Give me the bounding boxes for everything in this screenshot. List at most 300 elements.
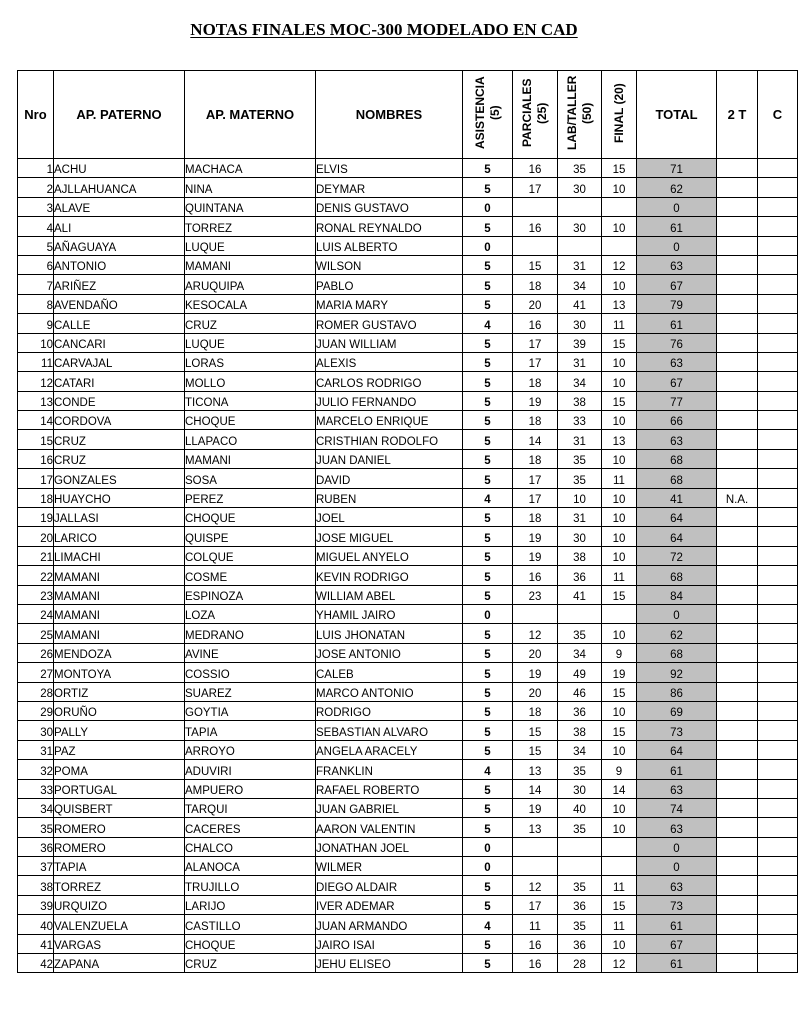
- cell-ap-paterno: QUISBERT: [54, 798, 185, 817]
- table-row: [18, 876, 798, 895]
- cell-ap-materno: CHALCO: [185, 837, 316, 856]
- cell-asistencia: 5: [463, 508, 513, 527]
- cell-segundo-turno: [717, 954, 758, 973]
- header-lab-taller: [558, 71, 602, 159]
- cell-lab-taller: 36: [558, 895, 602, 914]
- cell-nro: 29: [18, 701, 54, 720]
- cell-ap-materno: COLQUE: [185, 546, 316, 565]
- cell-ap-materno: ARROYO: [185, 740, 316, 759]
- cell-ap-materno: ADUVIRI: [185, 760, 316, 779]
- table-row: [18, 837, 798, 856]
- cell-nro: 25: [18, 624, 54, 643]
- cell-nro: 11: [18, 352, 54, 371]
- cell-lab-taller: [558, 197, 602, 216]
- cell-asistencia: 5: [463, 721, 513, 740]
- cell-ap-materno: CRUZ: [185, 314, 316, 333]
- cell-parciales: 13: [513, 818, 558, 837]
- header-asistencia: [463, 71, 513, 159]
- cell-ap-paterno: CRUZ: [54, 449, 185, 468]
- cell-clipped-column: [758, 876, 798, 895]
- cell-segundo-turno: [717, 915, 758, 934]
- cell-nombres: WILLIAM ABEL: [316, 585, 463, 604]
- cell-nombres: JUAN ARMANDO: [316, 915, 463, 934]
- cell-asistencia: 4: [463, 915, 513, 934]
- cell-nombres: DIEGO ALDAIR: [316, 876, 463, 895]
- cell-nro: 38: [18, 876, 54, 895]
- cell-final: 9: [602, 643, 637, 662]
- cell-final: 10: [602, 934, 637, 953]
- header-segundo-turno: 2 T: [717, 71, 758, 159]
- cell-total: 63: [637, 818, 717, 837]
- cell-parciales: 18: [513, 411, 558, 430]
- cell-nro: 2: [18, 178, 54, 197]
- cell-total: 63: [637, 779, 717, 798]
- cell-final: 13: [602, 430, 637, 449]
- cell-total: 61: [637, 217, 717, 236]
- cell-nombres: ANGELA ARACELY: [316, 740, 463, 759]
- cell-final: 19: [602, 663, 637, 682]
- cell-lab-taller: 30: [558, 527, 602, 546]
- cell-asistencia: 5: [463, 527, 513, 546]
- cell-nombres: JOSE MIGUEL: [316, 527, 463, 546]
- cell-ap-paterno: PALLY: [54, 721, 185, 740]
- cell-parciales: 17: [513, 469, 558, 488]
- cell-asistencia: 5: [463, 740, 513, 759]
- cell-ap-paterno: ROMERO: [54, 818, 185, 837]
- cell-nombres: YHAMIL JAIRO: [316, 604, 463, 623]
- cell-total: 62: [637, 624, 717, 643]
- cell-lab-taller: 30: [558, 217, 602, 236]
- grades-table-body: [18, 159, 798, 973]
- cell-total: 63: [637, 352, 717, 371]
- table-row: [18, 760, 798, 779]
- cell-segundo-turno: [717, 217, 758, 236]
- cell-lab-taller: [558, 857, 602, 876]
- cell-nombres: JONATHAN JOEL: [316, 837, 463, 856]
- cell-lab-taller: 35: [558, 760, 602, 779]
- cell-segundo-turno: [717, 159, 758, 178]
- cell-segundo-turno: [717, 682, 758, 701]
- table-row: [18, 178, 798, 197]
- cell-final: 15: [602, 585, 637, 604]
- table-row: [18, 294, 798, 313]
- cell-ap-materno: TAPIA: [185, 721, 316, 740]
- cell-final: 10: [602, 488, 637, 507]
- cell-ap-materno: CASTILLO: [185, 915, 316, 934]
- cell-clipped-column: [758, 779, 798, 798]
- cell-nro: 3: [18, 197, 54, 216]
- cell-clipped-column: [758, 391, 798, 410]
- cell-nro: 42: [18, 954, 54, 973]
- cell-nro: 28: [18, 682, 54, 701]
- cell-clipped-column: [758, 585, 798, 604]
- cell-ap-materno: TICONA: [185, 391, 316, 410]
- cell-parciales: 16: [513, 566, 558, 585]
- cell-ap-paterno: MAMANI: [54, 604, 185, 623]
- cell-nro: 36: [18, 837, 54, 856]
- cell-nombres: AARON VALENTIN: [316, 818, 463, 837]
- cell-lab-taller: [558, 837, 602, 856]
- cell-clipped-column: [758, 954, 798, 973]
- cell-asistencia: 0: [463, 197, 513, 216]
- table-row: [18, 701, 798, 720]
- cell-ap-paterno: MAMANI: [54, 624, 185, 643]
- cell-asistencia: 5: [463, 876, 513, 895]
- cell-ap-paterno: LARICO: [54, 527, 185, 546]
- cell-final: 15: [602, 895, 637, 914]
- cell-ap-paterno: CANCARI: [54, 333, 185, 352]
- cell-clipped-column: [758, 760, 798, 779]
- cell-final: 10: [602, 352, 637, 371]
- cell-total: 0: [637, 837, 717, 856]
- table-row: [18, 411, 798, 430]
- cell-ap-materno: TARQUI: [185, 798, 316, 817]
- cell-final: 9: [602, 760, 637, 779]
- cell-parciales: 16: [513, 954, 558, 973]
- cell-lab-taller: 36: [558, 566, 602, 585]
- cell-total: 63: [637, 430, 717, 449]
- cell-clipped-column: [758, 314, 798, 333]
- cell-lab-taller: 40: [558, 798, 602, 817]
- cell-lab-taller: 35: [558, 915, 602, 934]
- cell-segundo-turno: [717, 430, 758, 449]
- cell-total: 69: [637, 701, 717, 720]
- cell-clipped-column: [758, 178, 798, 197]
- table-row: [18, 352, 798, 371]
- cell-nro: 32: [18, 760, 54, 779]
- cell-final: 11: [602, 314, 637, 333]
- cell-nro: 19: [18, 508, 54, 527]
- cell-ap-paterno: MAMANI: [54, 566, 185, 585]
- cell-lab-taller: 31: [558, 352, 602, 371]
- cell-ap-paterno: HUAYCHO: [54, 488, 185, 507]
- cell-ap-materno: NINA: [185, 178, 316, 197]
- cell-ap-paterno: AJLLAHUANCA: [54, 178, 185, 197]
- cell-final: [602, 604, 637, 623]
- cell-clipped-column: [758, 469, 798, 488]
- table-row: [18, 469, 798, 488]
- cell-lab-taller: [558, 236, 602, 255]
- cell-parciales: 19: [513, 391, 558, 410]
- cell-parciales: [513, 604, 558, 623]
- cell-asistencia: 5: [463, 275, 513, 294]
- cell-total: 84: [637, 585, 717, 604]
- cell-nro: 26: [18, 643, 54, 662]
- cell-nro: 1: [18, 159, 54, 178]
- cell-total: 79: [637, 294, 717, 313]
- cell-ap-paterno: ROMERO: [54, 837, 185, 856]
- cell-ap-paterno: ORTIZ: [54, 682, 185, 701]
- cell-asistencia: 0: [463, 857, 513, 876]
- cell-lab-taller: 38: [558, 391, 602, 410]
- cell-nombres: DENIS GUSTAVO: [316, 197, 463, 216]
- cell-nro: 39: [18, 895, 54, 914]
- cell-ap-materno: ALANOCA: [185, 857, 316, 876]
- table-row: [18, 915, 798, 934]
- cell-final: [602, 857, 637, 876]
- header-clipped-column: C: [758, 71, 798, 159]
- cell-ap-materno: LLAPACO: [185, 430, 316, 449]
- cell-clipped-column: [758, 663, 798, 682]
- cell-parciales: 13: [513, 760, 558, 779]
- cell-clipped-column: [758, 236, 798, 255]
- cell-nro: 20: [18, 527, 54, 546]
- cell-ap-materno: PEREZ: [185, 488, 316, 507]
- cell-asistencia: 5: [463, 333, 513, 352]
- cell-clipped-column: [758, 197, 798, 216]
- cell-final: 12: [602, 255, 637, 274]
- cell-segundo-turno: [717, 508, 758, 527]
- table-row: [18, 740, 798, 759]
- cell-final: 12: [602, 954, 637, 973]
- table-row: [18, 275, 798, 294]
- cell-total: 0: [637, 857, 717, 876]
- cell-clipped-column: [758, 275, 798, 294]
- cell-segundo-turno: [717, 236, 758, 255]
- cell-lab-taller: 31: [558, 430, 602, 449]
- cell-nombres: MARIA MARY: [316, 294, 463, 313]
- table-row: [18, 954, 798, 973]
- table-row: [18, 255, 798, 274]
- cell-segundo-turno: [717, 275, 758, 294]
- cell-ap-materno: MAMANI: [185, 255, 316, 274]
- cell-asistencia: 5: [463, 352, 513, 371]
- page-title: NOTAS FINALES MOC-300 MODELADO EN CAD: [190, 20, 578, 39]
- cell-ap-materno: CACERES: [185, 818, 316, 837]
- cell-total: 67: [637, 372, 717, 391]
- cell-total: 61: [637, 954, 717, 973]
- cell-clipped-column: [758, 818, 798, 837]
- table-row: [18, 624, 798, 643]
- table-header-row: [18, 71, 798, 159]
- cell-nro: 7: [18, 275, 54, 294]
- cell-lab-taller: 10: [558, 488, 602, 507]
- table-row: [18, 391, 798, 410]
- cell-total: 71: [637, 159, 717, 178]
- cell-segundo-turno: [717, 449, 758, 468]
- cell-ap-paterno: AVENDAÑO: [54, 294, 185, 313]
- cell-segundo-turno: [717, 391, 758, 410]
- cell-total: 0: [637, 236, 717, 255]
- cell-nombres: LUIS ALBERTO: [316, 236, 463, 255]
- cell-asistencia: 5: [463, 255, 513, 274]
- cell-parciales: 16: [513, 217, 558, 236]
- cell-lab-taller: 38: [558, 546, 602, 565]
- cell-ap-materno: COSSIO: [185, 663, 316, 682]
- cell-nombres: ELVIS: [316, 159, 463, 178]
- cell-final: 11: [602, 566, 637, 585]
- table-row: [18, 895, 798, 914]
- cell-ap-paterno: CORDOVA: [54, 411, 185, 430]
- table-row: [18, 604, 798, 623]
- cell-segundo-turno: [717, 663, 758, 682]
- cell-ap-materno: GOYTIA: [185, 701, 316, 720]
- cell-nombres: SEBASTIAN ALVARO: [316, 721, 463, 740]
- cell-nro: 23: [18, 585, 54, 604]
- cell-ap-paterno: TAPIA: [54, 857, 185, 876]
- cell-lab-taller: 34: [558, 643, 602, 662]
- cell-asistencia: 5: [463, 391, 513, 410]
- cell-ap-materno: TORREZ: [185, 217, 316, 236]
- cell-segundo-turno: [717, 585, 758, 604]
- cell-final: 10: [602, 178, 637, 197]
- cell-ap-materno: LORAS: [185, 352, 316, 371]
- cell-clipped-column: [758, 411, 798, 430]
- cell-segundo-turno: [717, 643, 758, 662]
- cell-clipped-column: [758, 333, 798, 352]
- cell-final: 11: [602, 876, 637, 895]
- cell-final: 15: [602, 721, 637, 740]
- cell-lab-taller: 46: [558, 682, 602, 701]
- cell-segundo-turno: [717, 701, 758, 720]
- cell-ap-paterno: LIMACHI: [54, 546, 185, 565]
- cell-ap-paterno: JALLASI: [54, 508, 185, 527]
- table-row: [18, 779, 798, 798]
- cell-parciales: 19: [513, 527, 558, 546]
- cell-lab-taller: 31: [558, 255, 602, 274]
- cell-nombres: RODRIGO: [316, 701, 463, 720]
- cell-total: 41: [637, 488, 717, 507]
- cell-lab-taller: 41: [558, 294, 602, 313]
- cell-segundo-turno: [717, 721, 758, 740]
- table-row: [18, 508, 798, 527]
- cell-clipped-column: [758, 255, 798, 274]
- cell-asistencia: 5: [463, 411, 513, 430]
- cell-segundo-turno: [717, 294, 758, 313]
- cell-nombres: JUAN DANIEL: [316, 449, 463, 468]
- cell-final: 10: [602, 740, 637, 759]
- cell-nro: 24: [18, 604, 54, 623]
- cell-nro: 34: [18, 798, 54, 817]
- cell-asistencia: 5: [463, 372, 513, 391]
- cell-asistencia: 5: [463, 779, 513, 798]
- cell-ap-materno: MOLLO: [185, 372, 316, 391]
- cell-nombres: JUAN GABRIEL: [316, 798, 463, 817]
- cell-nombres: JOSE ANTONIO: [316, 643, 463, 662]
- cell-lab-taller: 34: [558, 372, 602, 391]
- cell-ap-paterno: ACHU: [54, 159, 185, 178]
- table-row: [18, 430, 798, 449]
- cell-parciales: 18: [513, 372, 558, 391]
- cell-lab-taller: 28: [558, 954, 602, 973]
- cell-nro: 22: [18, 566, 54, 585]
- cell-nro: 14: [18, 411, 54, 430]
- cell-total: 63: [637, 876, 717, 895]
- cell-ap-paterno: MONTOYA: [54, 663, 185, 682]
- cell-segundo-turno: [717, 934, 758, 953]
- cell-asistencia: 0: [463, 236, 513, 255]
- cell-ap-materno: MACHACA: [185, 159, 316, 178]
- table-row: [18, 197, 798, 216]
- cell-lab-taller: 36: [558, 934, 602, 953]
- cell-nro: 5: [18, 236, 54, 255]
- table-row: [18, 721, 798, 740]
- cell-ap-paterno: CONDE: [54, 391, 185, 410]
- cell-lab-taller: 35: [558, 876, 602, 895]
- cell-clipped-column: [758, 294, 798, 313]
- cell-segundo-turno: [717, 624, 758, 643]
- table-row: [18, 934, 798, 953]
- cell-parciales: 16: [513, 314, 558, 333]
- cell-ap-paterno: AÑAGUAYA: [54, 236, 185, 255]
- cell-asistencia: 5: [463, 430, 513, 449]
- cell-ap-paterno: VARGAS: [54, 934, 185, 953]
- cell-ap-materno: COSME: [185, 566, 316, 585]
- cell-nombres: CALEB: [316, 663, 463, 682]
- cell-final: 10: [602, 701, 637, 720]
- table-row: [18, 217, 798, 236]
- cell-nombres: MARCO ANTONIO: [316, 682, 463, 701]
- cell-ap-paterno: CALLE: [54, 314, 185, 333]
- cell-lab-taller: 30: [558, 779, 602, 798]
- cell-ap-materno: LARIJO: [185, 895, 316, 914]
- cell-nro: 17: [18, 469, 54, 488]
- cell-clipped-column: [758, 857, 798, 876]
- cell-final: 15: [602, 159, 637, 178]
- cell-final: 14: [602, 779, 637, 798]
- cell-nro: 18: [18, 488, 54, 507]
- cell-asistencia: 4: [463, 488, 513, 507]
- cell-ap-materno: CHOQUE: [185, 411, 316, 430]
- cell-clipped-column: [758, 798, 798, 817]
- cell-total: 92: [637, 663, 717, 682]
- cell-final: 15: [602, 391, 637, 410]
- cell-final: 10: [602, 275, 637, 294]
- cell-ap-paterno: URQUIZO: [54, 895, 185, 914]
- cell-total: 67: [637, 934, 717, 953]
- cell-final: 10: [602, 798, 637, 817]
- cell-final: 10: [602, 372, 637, 391]
- header-nombres: NOMBRES: [316, 71, 463, 159]
- cell-segundo-turno: [717, 314, 758, 333]
- cell-parciales: 20: [513, 294, 558, 313]
- cell-final: 15: [602, 333, 637, 352]
- cell-parciales: 17: [513, 333, 558, 352]
- cell-segundo-turno: [717, 740, 758, 759]
- cell-nombres: KEVIN RODRIGO: [316, 566, 463, 585]
- cell-final: [602, 236, 637, 255]
- grades-table-container: [17, 70, 783, 976]
- cell-nombres: DAVID: [316, 469, 463, 488]
- cell-final: 10: [602, 217, 637, 236]
- table-row: [18, 546, 798, 565]
- cell-clipped-column: [758, 430, 798, 449]
- cell-segundo-turno: [717, 895, 758, 914]
- cell-nro: 10: [18, 333, 54, 352]
- cell-asistencia: 5: [463, 178, 513, 197]
- cell-nro: 8: [18, 294, 54, 313]
- cell-ap-paterno: ALI: [54, 217, 185, 236]
- cell-asistencia: 5: [463, 624, 513, 643]
- table-row: [18, 488, 798, 507]
- cell-ap-paterno: CATARI: [54, 372, 185, 391]
- cell-segundo-turno: [717, 760, 758, 779]
- cell-clipped-column: [758, 527, 798, 546]
- table-row: [18, 333, 798, 352]
- header-lab-taller-label: LAB/TALLER: [564, 75, 579, 151]
- cell-parciales: 23: [513, 585, 558, 604]
- cell-segundo-turno: N.A.: [717, 488, 758, 507]
- cell-clipped-column: [758, 915, 798, 934]
- header-total: TOTAL: [637, 71, 717, 159]
- cell-asistencia: 5: [463, 159, 513, 178]
- cell-parciales: 17: [513, 352, 558, 371]
- cell-nombres: ALEXIS: [316, 352, 463, 371]
- cell-ap-materno: MEDRANO: [185, 624, 316, 643]
- cell-parciales: 20: [513, 643, 558, 662]
- cell-parciales: 18: [513, 508, 558, 527]
- cell-final: 10: [602, 411, 637, 430]
